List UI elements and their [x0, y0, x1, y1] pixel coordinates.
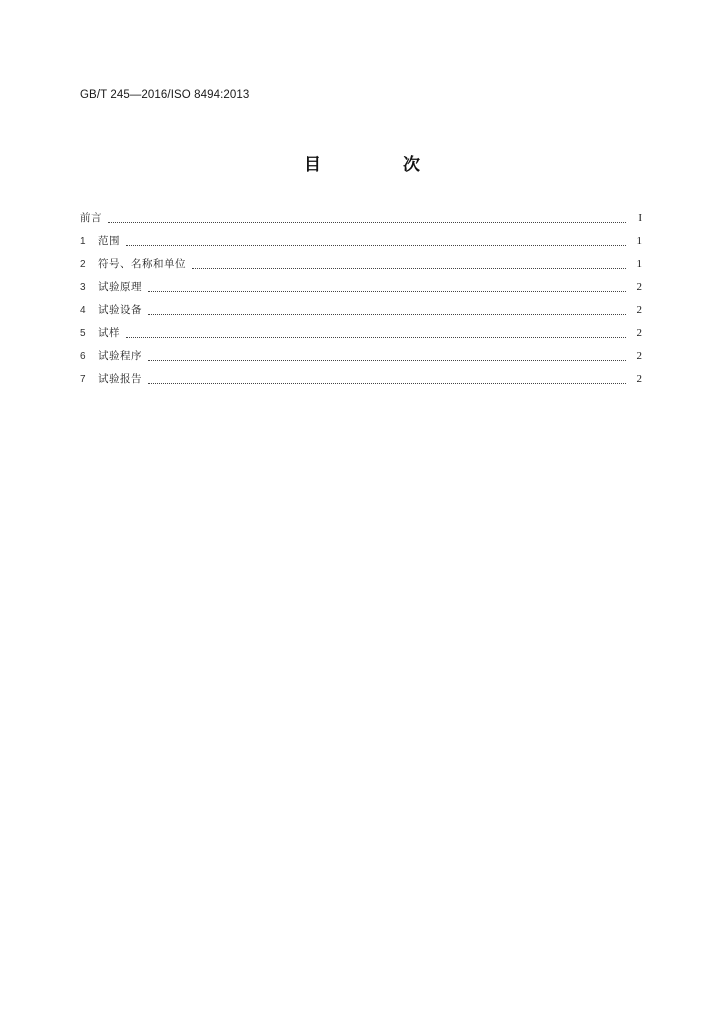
toc-dot-leader: [192, 267, 626, 269]
toc-dot-leader: [108, 221, 626, 223]
toc-entry-page: I: [638, 212, 642, 224]
toc-entry-number: 7: [80, 374, 86, 385]
toc-entry-page: 2: [636, 373, 642, 385]
toc-entry-number: 3: [80, 282, 86, 293]
toc-entry-scope[interactable]: [80, 230, 642, 253]
table-of-contents: [80, 207, 642, 391]
toc-entry-number: 1: [80, 236, 86, 247]
toc-entry-page: 1: [636, 235, 642, 247]
toc-entry-principle[interactable]: [80, 276, 642, 299]
toc-entry-label: 试验原理: [98, 281, 142, 293]
toc-entry-procedure[interactable]: [80, 345, 642, 368]
toc-entry-label: 试样: [98, 327, 120, 339]
toc-dot-leader: [126, 244, 626, 246]
toc-entry-specimen[interactable]: [80, 322, 642, 345]
toc-entry-page: 2: [636, 281, 642, 293]
toc-entry-symbols[interactable]: [80, 253, 642, 276]
toc-entry-report[interactable]: [80, 368, 642, 391]
toc-entry-preface[interactable]: [80, 207, 642, 230]
toc-entry-page: 2: [636, 304, 642, 316]
standard-code-header: GB/T 245—2016/ISO 8494:2013: [80, 89, 250, 101]
toc-entry-label: 符号、名称和单位: [98, 258, 186, 270]
toc-entry-number: 5: [80, 328, 86, 339]
toc-entry-label: 试验设备: [98, 304, 142, 316]
toc-entry-label: 试验程序: [98, 350, 142, 362]
toc-entry-equipment[interactable]: [80, 299, 642, 322]
toc-entry-label: 范围: [98, 235, 120, 247]
toc-entry-page: 2: [636, 350, 642, 362]
toc-entry-number: 6: [80, 351, 86, 362]
toc-dot-leader: [148, 313, 626, 315]
toc-entry-number: 2: [80, 259, 86, 270]
toc-dot-leader: [126, 336, 626, 338]
toc-entry-number: 4: [80, 305, 86, 316]
toc-entry-page: 2: [636, 327, 642, 339]
toc-dot-leader: [148, 359, 626, 361]
toc-dot-leader: [148, 382, 626, 384]
toc-entry-label: 前言: [80, 212, 102, 224]
toc-dot-leader: [148, 290, 626, 292]
toc-title: 目 次: [304, 155, 458, 175]
toc-entry-label: 试验报告: [98, 373, 142, 385]
toc-entry-page: 1: [636, 258, 642, 270]
